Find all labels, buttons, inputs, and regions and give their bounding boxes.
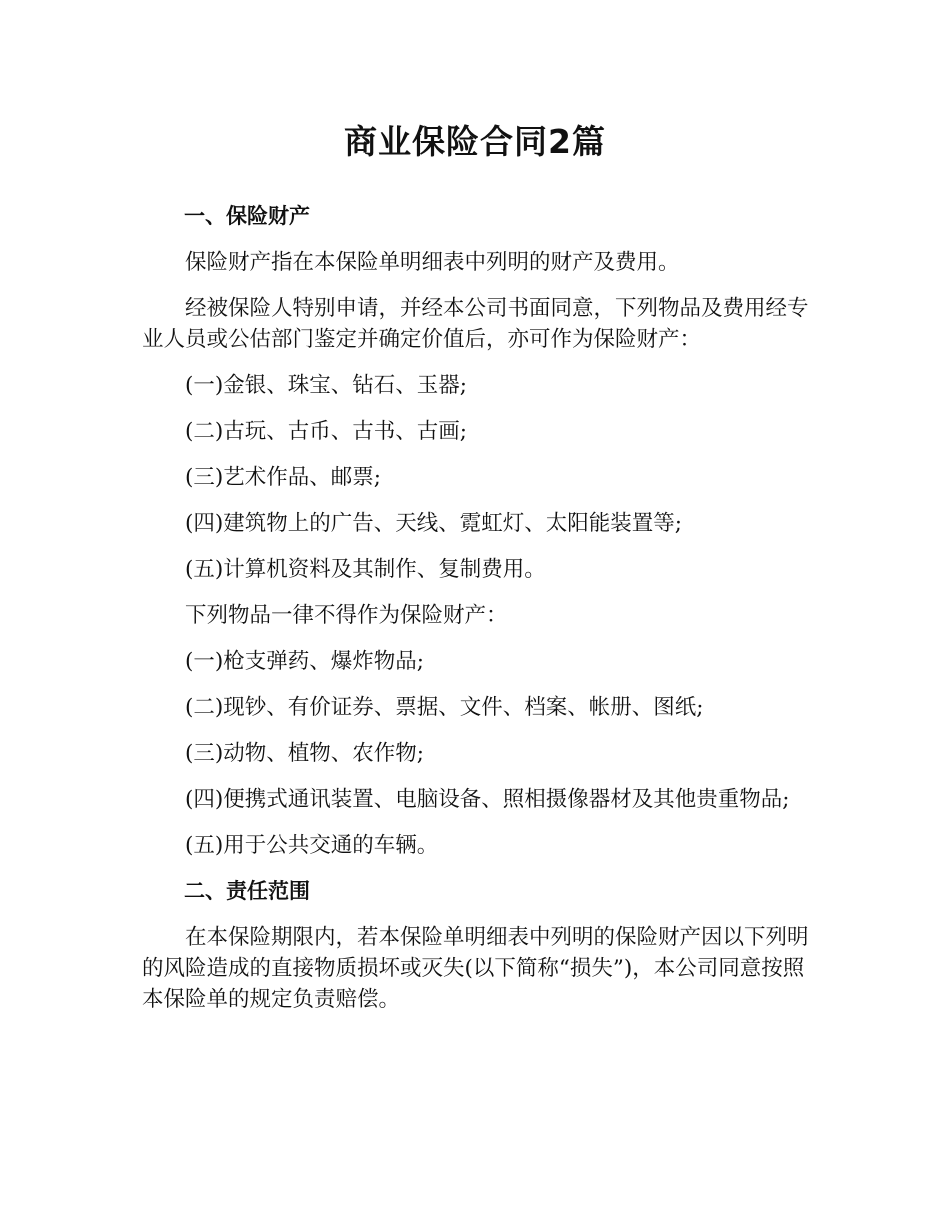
list-item-excluded-3: (三)动物、植物、农作物; bbox=[185, 741, 425, 766]
list-item-excluded-4: (四)便携式通讯装置、电脑设备、照相摄像器材及其他贵重物品; bbox=[185, 787, 790, 812]
section-heading-insured-property: 一、保险财产 bbox=[184, 204, 310, 228]
list-item-special-1: (一)金银、珠宝、钻石、玉器; bbox=[185, 373, 468, 398]
list-item-excluded-5: (五)用于公共交通的车辆。 bbox=[185, 833, 439, 858]
list-item-special-4: (四)建筑物上的广告、天线、霓虹灯、太阳能装置等; bbox=[185, 511, 683, 536]
section-heading-liability-scope: 二、责任范围 bbox=[184, 879, 310, 903]
document-title: 商业保险合同2篇 bbox=[344, 122, 606, 161]
paragraph-special-application: 经被保险人特别申请，并经本公司书面同意，下列物品及费用经专业人员或公估部门鉴定并确定价值后，亦可作为保险财产： bbox=[142, 296, 809, 352]
list-item-special-5: (五)计算机资料及其制作、复制费用。 bbox=[185, 557, 546, 582]
paragraph-liability-scope: 在本保险期限内，若本保险单明细表中列明的保险财产因以下列明的风险造成的直接物质损坏或灭失(以下简称“损失”)，本公司同意按照本保险单的规定负责赔偿。 bbox=[142, 925, 809, 1012]
list-item-excluded-1: (一)枪支弹药、爆炸物品; bbox=[185, 649, 425, 674]
list-item-excluded-2: (二)现钞、有价证券、票据、文件、档案、帐册、图纸; bbox=[185, 695, 704, 720]
list-item-special-3: (三)艺术作品、邮票; bbox=[185, 465, 382, 490]
paragraph-insured-property-definition: 保险财产指在本保险单明细表中列明的财产及费用。 bbox=[185, 250, 680, 275]
list-item-special-2: (二)古玩、古币、古书、古画; bbox=[185, 419, 468, 444]
document-body bbox=[142, 201, 812, 1030]
paragraph-excluded-intro: 下列物品一律不得作为保险财产： bbox=[185, 603, 508, 628]
